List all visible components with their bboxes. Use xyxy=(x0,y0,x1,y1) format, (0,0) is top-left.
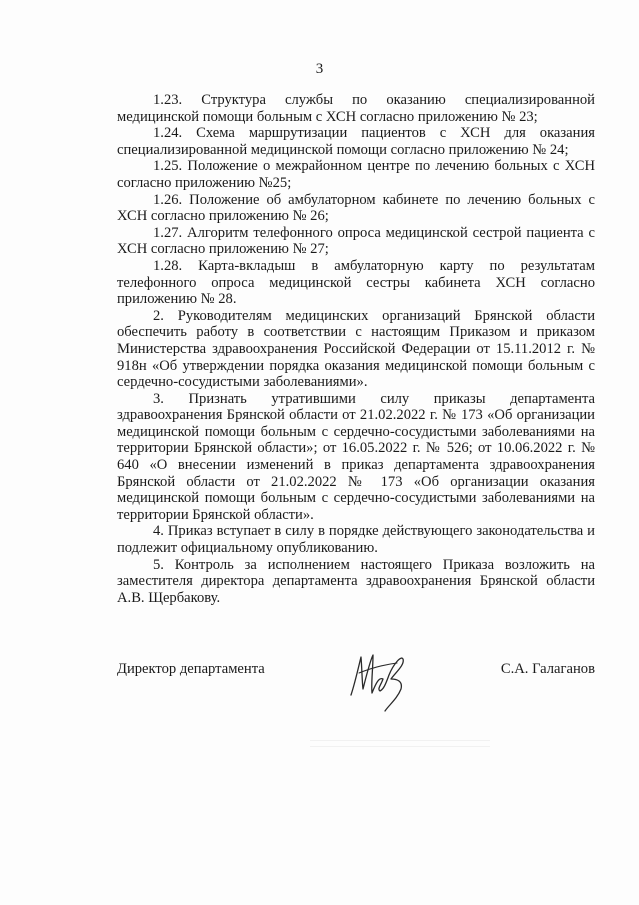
paragraph-1-26: 1.26. Положение об амбулаторном кабинете по лечению больных с ХСН согласно приложению № 26; xyxy=(117,191,595,225)
paragraph-1-28: 1.28. Карта-вкладыш в амбулаторную карту по результатам телефонного опроса медицинской сестры кабинета ХСН согласно приложению № 28. xyxy=(117,257,595,308)
paragraph-1-27: 1.27. Алгоритм телефонного опроса медицинской сестрой пациента с ХСН согласно приложению № 27; xyxy=(117,224,595,258)
page-number: 3 xyxy=(315,61,324,77)
document-body xyxy=(117,92,595,606)
signatory-name: С.А. Галаганов xyxy=(500,661,595,677)
paragraph-2: 2. Руководителям медицинских организаций Брянской области обеспечить работу в соответствии с настоящим Приказом и приказом Министерства здравоохранения Российской Федерации от 15.11.2012 г. № 918н «Об утверждении порядка оказания медицинской помощи больным с сердечно-сосудистыми заболеваниями». xyxy=(117,307,595,391)
handwritten-signature xyxy=(345,643,415,715)
scan-artifact-line xyxy=(310,746,490,747)
paragraph-4: 4. Приказ вступает в силу в порядке действующего законодательства и подлежит официальному опубликованию. xyxy=(117,523,595,557)
paragraph-1-25: 1.25. Положение о межрайонном центре по лечению больных с ХСН согласно приложению №25; xyxy=(117,158,595,191)
signature-block xyxy=(117,657,595,717)
paragraph-1-23: 1.23. Структура службы по оказанию специализированной медицинской помощи больным с ХСН согласно приложению № 23; xyxy=(117,92,595,125)
paragraph-1-24: 1.24. Схема маршрутизации пациентов с ХСН для оказания специализированной медицинской помощи согласно приложению № 24; xyxy=(117,125,595,158)
signatory-title: Директор департамента xyxy=(117,661,265,677)
paragraph-3: 3. Признать утратившими силу приказы департамента здравоохранения Брянской области от 21.02.2022 г. № 173 «Об организации медицинской помощи больным с сердечно-сосудистыми заболеваниями на территории Брянской области»; от 16.05.2022 г. № 526; от 10.06.2022 г. № 640 «О внесении изменений в приказ департамента здравоохранения Брянской области от 21.02.2022 № 173 «Об организации оказания медицинской помощи больным с сердечно-сосудистыми заболеваниями на территории Брянской области». xyxy=(117,390,595,523)
scan-artifact-line xyxy=(310,740,490,741)
paragraph-5: 5. Контроль за исполнением настоящего Приказа возложить на заместителя директора департамента здравоохранения Брянской области А.В. Щербакову. xyxy=(117,556,595,606)
